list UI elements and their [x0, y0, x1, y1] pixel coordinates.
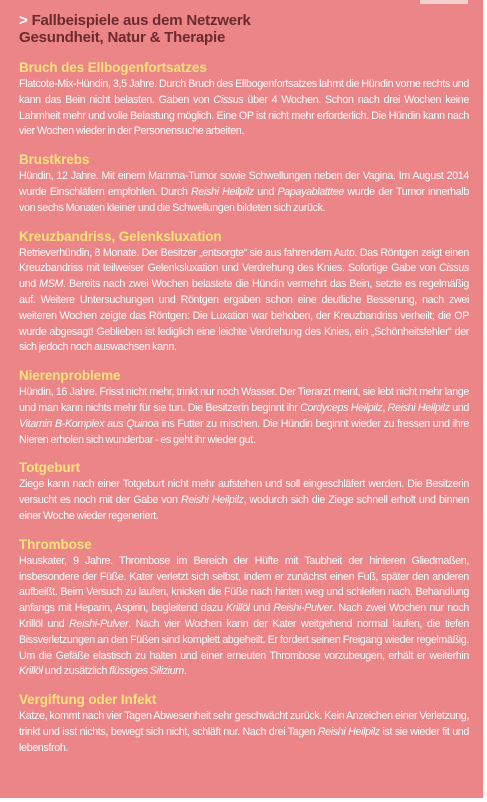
case-body	[19, 385, 469, 448]
case-body	[19, 246, 469, 357]
text-run: und	[19, 278, 40, 291]
case-body	[19, 169, 469, 216]
bottom-page-edge	[0, 798, 487, 802]
emphasized-remedy: Reishi Heilpilz	[191, 185, 254, 198]
case-title: Vergiftung oder Infekt	[19, 692, 157, 708]
text-run: Ziege kann nach einer Totgeburt nicht mehr aufstehen und soll eingeschläfert werden. Die Besitzerin versucht es noch mit der Gabe von	[19, 478, 469, 507]
text-run: über 4 Wochen. Schon nach drei Wochen keine Lahmheit mehr und volle Belastung möglich. Eine OP ist nicht mehr erforderlich. Die Hündin kann nach vier Wochen wieder in der Personensuche arbeiten.	[19, 93, 469, 138]
text-run: Flatcote-Mix-Hündin, 3,5 Jahre. Durch Bruch des Ellbogenfortsatzes lahmt die Hündin vorne rechts und kann das Bein nicht belasten. Gaben von	[19, 78, 469, 106]
case-section	[19, 692, 469, 756]
text-run: Retrieverhündin, 8 Monate. Der Besitzer „entsorgte“ sie aus fahrendem Auto. Das Röntgen zeigt einen Kreuzbandriss mit teilweiser Gelenksluxation und Verdrehung des Knies. Sofortige Gabe von	[19, 246, 469, 275]
case-body	[19, 554, 469, 680]
emphasized-remedy: Reishi-Pulver	[273, 602, 333, 615]
emphasized-remedy: Cissus	[439, 262, 469, 275]
text-run: und	[249, 602, 274, 615]
text-run: und	[449, 401, 470, 414]
case-section	[19, 229, 469, 357]
text-run: und	[253, 185, 278, 198]
text-run: Hündin, 12 Jahre. Mit einem Mamma-Tumor sowie Schwellungen neben der Vagina. Im August 2014 wurde Einschläfern empfohlen. Durch	[19, 170, 469, 198]
arrow-icon: >	[19, 12, 28, 29]
emphasized-remedy: Reishi Heilpilz	[387, 401, 450, 414]
case-title: Totgeburt	[19, 460, 81, 476]
text-run: .	[183, 665, 187, 678]
case-section	[19, 152, 469, 216]
emphasized-remedy: Cissus	[213, 93, 244, 106]
text-run: ,	[382, 401, 388, 414]
text-run: ist sie wieder fit und lebensfroh.	[19, 725, 469, 754]
emphasized-remedy: Krillöl	[226, 602, 250, 615]
case-title: Kreuzbandriss, Gelenksluxation	[19, 228, 222, 244]
emphasized-remedy: Krillöl	[19, 665, 43, 678]
top-bar	[0, 0, 487, 10]
emphasized-remedy: flüssiges Silizium	[109, 665, 184, 678]
emphasized-remedy: Cordyceps Heilpilz	[300, 401, 383, 414]
text-run: wurde der Tumor innerhalb von sechs Monaten kleiner und die Schwellungen bildeten sich zurück.	[19, 185, 469, 214]
text-run: Katze, kommt nach vier Tagen Abwesenheit sehr geschwächt zurück. Kein Anzeichen einer Verletzung, trinkt und isst nichts, bewegt sich nicht, schläft nur. Nach drei Tagen	[19, 710, 469, 738]
emphasized-remedy: MSM	[39, 278, 64, 291]
header-subtitle: Gesundheit, Natur & Therapie	[19, 29, 226, 46]
case-body	[19, 709, 469, 756]
article-header	[19, 12, 469, 46]
case-section	[19, 537, 469, 680]
case-title: Brustkrebs	[19, 152, 90, 168]
text-run: ins Futter zu mischen. Die Hündin beginnt wieder zu fressen und ihre Nieren erholen sich wunderbar - es geht ihr wieder gut.	[19, 417, 469, 446]
text-run: . Bereits nach zwei Wochen belastete die Hündin vermehrt das Bein, setzte es regelmäßig auf. Weitere Untersuchungen und Röntgen ergaben schon eine deutliche Besserung, nach zwei weiteren Wochen zeigte das Röntgen: Die Luxation war behoben, der Kreuzbandriss verheilt; die OP wurde abgesagt! Geblieben ist lediglich eine leichte Verdrehung des Knies, ein „Schönheitsfehler“ der sich jedoch noch auswachsen kann.	[19, 278, 469, 354]
case-body	[19, 477, 469, 524]
emphasized-remedy: Reishi Heilpilz	[180, 494, 244, 507]
right-page-edge	[483, 0, 487, 802]
emphasized-remedy: Papayablatttee	[277, 185, 344, 198]
emphasized-remedy: Vitamin B-Komplex aus Quinoa	[19, 417, 159, 430]
case-title: Nierenprobleme	[19, 368, 121, 384]
case-section	[19, 60, 469, 140]
case-title: Bruch des Ellbogenfortsatzes	[19, 60, 207, 75]
emphasized-remedy: Reishi-Pulver	[69, 617, 129, 630]
text-run: Hündin, 16 Jahre. Frisst nicht mehr, trinkt nur noch Wasser. Der Tierarzt meint, sie lebt nicht mehr lange und man kann nichts mehr für sie tun. Die Besitzerin beginnt ihr	[19, 386, 469, 414]
header-title-text: Fallbeispiele aus dem Netzwerk	[31, 12, 251, 29]
top-tab-strip	[420, 0, 468, 4]
case-section	[19, 368, 469, 448]
text-run: . Nach vier Wochen kann der Kater weitgehend normal laufen, die tiefen Bissverletzungen an den Füßen sind komplett abgeheilt. Er fordert seinen Freigang wieder regelmäßig. Um die Gefäße elastisch zu halten und einer erneuten Thrombose vorzubeugen, erhält er weiterhin	[19, 617, 469, 662]
header-title	[19, 12, 469, 29]
text-run: , wodurch sich die Ziege schnell erholt und binnen einer Woche wieder regeneriert.	[19, 494, 469, 522]
case-body	[19, 77, 469, 140]
emphasized-remedy: Reishi Heilpilz	[317, 725, 380, 738]
text-run: Hauskater, 9 Jahre. Thrombose im Bereich der Hüfte mit Taubheit der hinteren Gliedmaßen, insbesondere der Füße. Kater verletzt sich selbst, indem er zunächst einen Fuß, später den anderen aufbeißt. Beim Versuch zu laufen, knicken die Füße nach hinten weg und schleifen nach. Behandlung anfangs mit Heparin, Aspirin, begleitend dazu	[19, 554, 469, 615]
text-run: und zusätzlich	[42, 665, 110, 678]
case-title: Thrombose	[19, 536, 92, 552]
case-section	[19, 460, 469, 524]
text-run: . Nach zwei Wochen nur noch Krillöl und	[19, 602, 469, 630]
article	[19, 12, 469, 769]
